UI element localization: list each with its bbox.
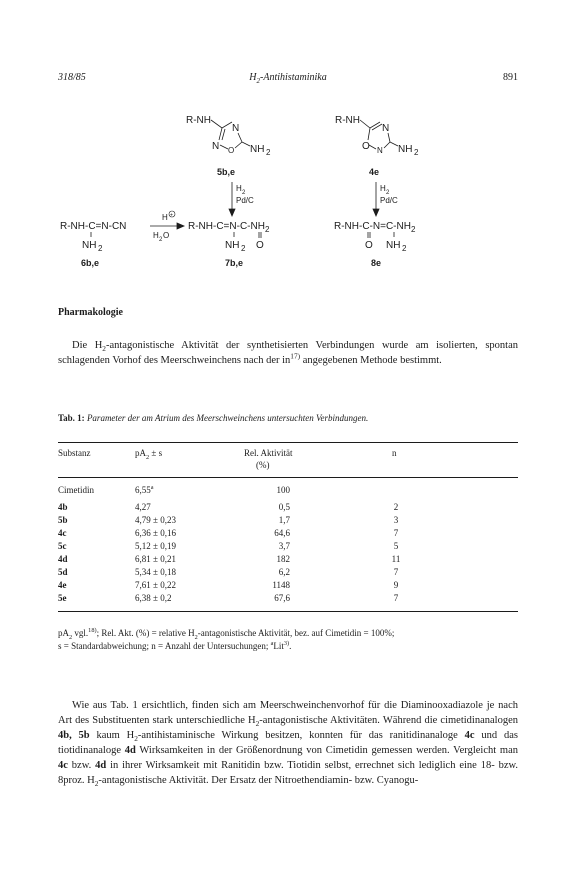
label-7be: 7b,e <box>225 258 244 268</box>
row-n: 7 <box>393 593 399 603</box>
table-bottom-rule <box>58 611 518 612</box>
svg-text:R-NH-C=N-CN: R-NH-C=N-CN <box>60 221 127 232</box>
row-pa2: 5,34 ± 0,18 <box>135 567 176 577</box>
row-n: 3 <box>393 515 399 525</box>
row-pa2: 4,79 ± 0,23 <box>135 515 176 525</box>
svg-text:Pd/C: Pd/C <box>236 196 254 205</box>
svg-text:2: 2 <box>241 244 246 253</box>
svg-text:O: O <box>362 141 370 152</box>
svg-text:H: H <box>380 184 386 193</box>
row-pa2: 4,27 <box>135 502 151 512</box>
label-5be: 5b,e <box>217 167 236 177</box>
svg-text:O: O <box>256 240 264 251</box>
table-header-rule <box>58 477 518 478</box>
svg-text:2: 2 <box>414 148 419 157</box>
row-substance: 5e <box>58 593 67 603</box>
row-n: 9 <box>393 580 399 590</box>
section-title: Pharmakologie <box>58 307 123 318</box>
row-substance: 4d <box>58 554 68 564</box>
header-substanz: Substanz <box>58 448 91 458</box>
label-4e: 4e <box>369 167 380 177</box>
svg-text:H: H <box>236 184 242 193</box>
svg-text:N: N <box>212 141 220 152</box>
compound-6be <box>60 221 126 268</box>
svg-text:R-NH-C=N-C-NH: R-NH-C=N-C-NH <box>188 221 265 232</box>
svg-text:NH: NH <box>225 240 240 251</box>
compound-8e <box>334 221 416 268</box>
paragraph-discussion: Wie aus Tab. 1 ersichtlich, finden sich am Meerschweinchenvorhof für die Diaminooxadiazole je nach Art des Substituenten stark unterschiedliche $H_2$-antagonistische Aktivitäten. Während die cimetidinanalogen 4b, 5b kaum $H_2$-antihistaminische Wirkung besitzen, konnten für das ranitidinanaloge 4c und das tiotidinanaloge 4d Wirksamkeiten in der Größenordnung von Cimetidin gemessen werden. Vergleicht man 4c bzw. 4d in ihrer Wirksamkeit mit Ranitidin bzw. Tiotidin selbst, errechnet sich lediglich eine 18- bzw. 8proz. $H_2$-antagonistische Aktivität. Der Ersatz der Nitroethendiamin- bzw. Cyanogu- <box>58 700 518 789</box>
header-pa2: $pA_2 \pm s$ <box>135 448 163 461</box>
row-rel: 6,2 <box>278 567 290 577</box>
svg-text:+: + <box>170 212 173 219</box>
row-pa2: 6,55$^a$ <box>135 484 154 495</box>
row-pa2: 6,81 ± 0,21 <box>135 554 176 564</box>
row-n: 7 <box>393 528 399 538</box>
compound-4e <box>335 115 419 177</box>
svg-text:R-NH: R-NH <box>186 115 211 126</box>
compound-5be <box>186 115 271 177</box>
svg-text:2: 2 <box>265 225 270 234</box>
row-rel: 100 <box>276 485 290 495</box>
header-n: n <box>392 448 397 458</box>
table-footnote: $pA_2$ vgl.$^{18)}$; Rel. Akt. (%) = relative $H_2$-antagonistische Aktivität, bez. auf Cimetidin = 100%; s = Standardabweichung; n = Anzahl der Untersuchungen; $^a$Lit$^{3)}$. <box>58 627 395 651</box>
page-number: 891 <box>503 72 518 83</box>
svg-text:H: H <box>162 213 168 222</box>
svg-text:2: 2 <box>242 190 246 196</box>
svg-text:2: 2 <box>386 190 390 196</box>
svg-text:R-NH: R-NH <box>335 115 360 126</box>
row-substance: 5c <box>58 541 67 551</box>
svg-text:N: N <box>232 123 240 134</box>
label-8e: 8e <box>371 258 382 268</box>
label-6be: 6b,e <box>81 258 100 268</box>
arrow-hydrogenation-left <box>229 182 254 216</box>
row-substance: 4b <box>58 502 68 512</box>
row-pa2: 6,38 ± 0,2 <box>135 593 172 603</box>
svg-text:2: 2 <box>98 244 103 253</box>
row-substance: 4e <box>58 580 67 590</box>
svg-text:N: N <box>382 123 390 134</box>
row-rel: 64,6 <box>274 528 290 538</box>
arrow-hydrolysis <box>150 211 184 243</box>
row-rel: 1148 <box>272 580 290 590</box>
svg-text:2: 2 <box>159 237 163 243</box>
row-pa2: 7,61 ± 0,22 <box>135 580 176 590</box>
svg-text:O: O <box>365 240 373 251</box>
svg-text:2: 2 <box>411 225 416 234</box>
paragraph-methods: Die $H_2$-antagonistische Aktivität der synthetisierten Verbindungen wurde am isolierten, spontan schlagenden Vorhof des Meerschweinchens nach der $in^{17)}$ angegebenen Methode bestimmt. <box>58 340 518 366</box>
svg-text:NH: NH <box>250 144 265 155</box>
svg-text:O: O <box>163 231 170 240</box>
row-n: 7 <box>393 567 399 577</box>
header-title: $H_2$-Antihistaminika <box>249 72 327 85</box>
row-rel: 67,6 <box>274 593 290 603</box>
svg-text:2: 2 <box>266 148 271 157</box>
arrow-hydrogenation-right <box>373 182 398 216</box>
table-top-rule <box>58 442 518 443</box>
row-substance: 5b <box>58 515 68 525</box>
svg-text:N: N <box>377 146 383 155</box>
row-rel: 182 <box>276 554 290 564</box>
svg-text:2: 2 <box>402 244 407 253</box>
row-substance: Cimetidin <box>58 485 94 495</box>
row-rel: 1,7 <box>278 515 290 525</box>
row-pa2: 6,36 ± 0,16 <box>135 528 176 538</box>
header-journal-ref: 318/85 <box>58 72 86 83</box>
row-rel: 3,7 <box>278 541 290 551</box>
header-rel-unit: (%) <box>256 460 270 470</box>
svg-text:Pd/C: Pd/C <box>380 196 398 205</box>
row-n: 11 <box>391 554 401 564</box>
row-n: 5 <box>393 541 399 551</box>
row-substance: 5d <box>58 567 68 577</box>
row-substance: 4c <box>58 528 67 538</box>
svg-text:NH: NH <box>398 144 413 155</box>
reaction-scheme <box>0 100 576 280</box>
svg-text:NH: NH <box>386 240 401 251</box>
header-rel-activity: Rel. Aktivität <box>244 448 293 458</box>
compound-7be <box>188 221 270 268</box>
svg-text:H: H <box>153 231 159 240</box>
svg-text:NH: NH <box>82 240 97 251</box>
row-pa2: 5,12 ± 0,19 <box>135 541 176 551</box>
row-n: 2 <box>393 502 399 512</box>
row-rel: 0,5 <box>278 502 290 512</box>
table-caption: Tab. 1: Parameter der am Atrium des Meerschweinchens untersuchten Verbindungen. <box>58 413 369 423</box>
svg-text:O: O <box>228 146 235 155</box>
svg-text:R-NH-C-N=C-NH: R-NH-C-N=C-NH <box>334 221 411 232</box>
